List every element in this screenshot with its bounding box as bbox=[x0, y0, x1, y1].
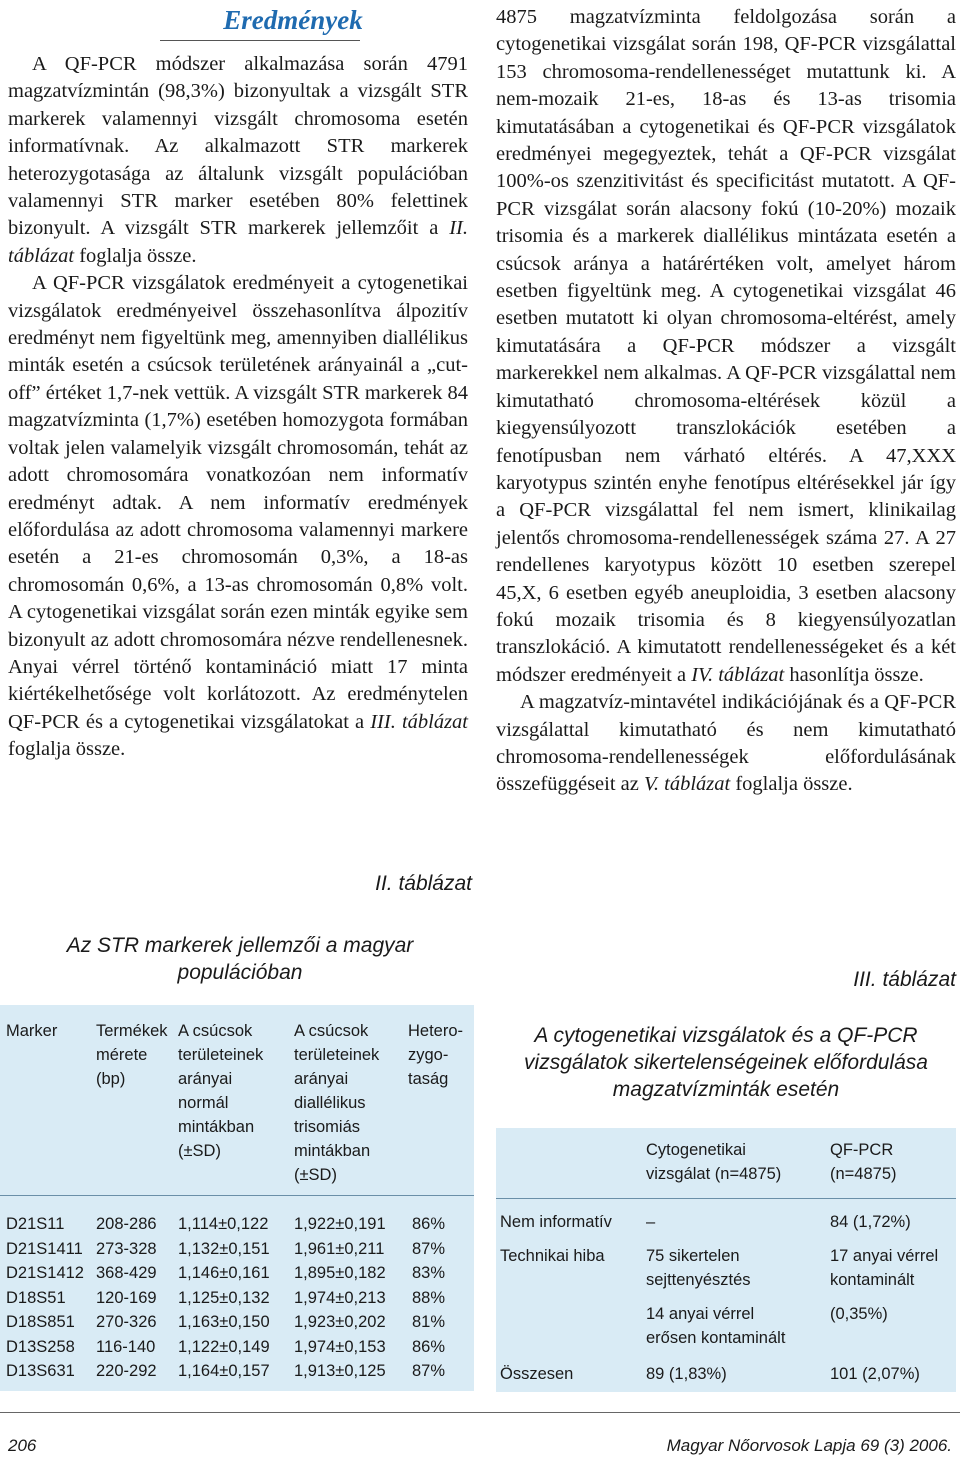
cell-marker: D21S11 bbox=[6, 1215, 65, 1233]
row-technical-qfpcr-a-line-2: kontaminált bbox=[830, 1271, 915, 1289]
row-technical-cyto-b-line-1: 14 anyai vérrel bbox=[646, 1305, 755, 1323]
header-heterozygosity: Heterozygotaság bbox=[408, 1022, 464, 1088]
table-row bbox=[0, 1264, 474, 1288]
row-noninformative-label: Nem informatív bbox=[500, 1213, 612, 1231]
cell-product-size: 208-286 bbox=[96, 1215, 157, 1233]
table-row bbox=[0, 1362, 474, 1386]
table-2-heading bbox=[8, 872, 472, 986]
right-paragraph-2-text: A magzatvíz-mintavétel indikációjának és a QF-PCR vizsgálattal kimutatható és nem kimutatható chromosoma-rendellenességek előfordulásának összefüggéseit az bbox=[496, 691, 956, 796]
cell-normal-ratio: 1,146±0,161 bbox=[178, 1264, 270, 1282]
row-technical-qfpcr-a-line-1: 17 anyai vérrel bbox=[830, 1247, 939, 1265]
table-row bbox=[0, 1338, 474, 1362]
table-5-reference: V. táblázat bbox=[644, 773, 731, 796]
cell-heterozygosity: 88% bbox=[412, 1288, 446, 1307]
row-technical-cyto-a-line-1: 75 sikertelen bbox=[646, 1247, 740, 1265]
header-normal-ratio: A csúcsok területeinek arányai normál mintákban (±SD) bbox=[178, 1022, 264, 1160]
row-technical-label: Technikai hiba bbox=[500, 1247, 605, 1265]
table-3-reference: III. táblázat bbox=[370, 710, 469, 733]
journal-citation: Magyar Nőorvosok Lapja 69 (3) 2006. bbox=[666, 1436, 952, 1455]
table-2-caption-line-2: populációban bbox=[177, 961, 303, 984]
table-2-str-markers bbox=[0, 1005, 474, 1391]
header-qfpcr-line-1: QF-PCR bbox=[830, 1141, 894, 1159]
right-paragraph-1-text: 4875 magzatvízminta feldolgozása során a cytogenetikai vizsgálat során 198, QF-PCR vizsgálattal 153 chromosoma-rendellenességet mutattunk ki. A nem-mozaik 21-es, 18-as és 13-as trisomia kimutatásában a cytogenetikai és QF-PCR vizsgálatok eredményei megegyeztek, tehát a QF-PCR vizsgálat 100%-os szenzitivitást és specificitást mutatott. A QF-PCR vizsgálat során alacsony fokú (10-20%) mozaik trisomia és a markerek diallélikus mintázata esetén a csúcsok aránya a határértéken volt, amelyet három esetben figyeltünk meg. A cytogenetikai vizsgálat 46 esetben mutatott ki olyan chromosoma-eltérést, amely kimutatására a QF-PCR módszer a vizsgált markerekkel nem alkalmas. A QF-PCR vizsgálattal nem kimutatható chromosoma-eltérések közül a kiegyensúlyozott transzlokációk esetében a fenotípusban nem várható eltérés. A 47,XXX karyotypus szintén enyhe fenotípus eltérésekkel jár így a QF-PCR vizsgálattal fel nem ismert, klinikailag jelentős chromosoma-rendellenességek száma 27. A 27 rendellenes karyotypus között 10 esetben szerepel 45,X, 6 esetben egyéb aneuploidia, 3 esetben alacsony fokú mozaik trisomia és 8 kiegyensúlyozatlan transzlokáció. A kimutatott rendellenességeket és a két módszer eredményeit a bbox=[496, 6, 956, 686]
cell-heterozygosity: 87% bbox=[412, 1362, 446, 1380]
cell-marker: D21S1412 bbox=[6, 1264, 84, 1282]
cell-product-size: 273-328 bbox=[96, 1239, 157, 1258]
table-row bbox=[0, 1313, 474, 1337]
header-qfpcr-line-2: (n=4875) bbox=[830, 1165, 897, 1183]
cell-marker: D13S258 bbox=[6, 1337, 75, 1356]
left-paragraph-1-text: A QF-PCR módszer alkalmazása során 4791 magzatvízmintán (98,3%) bizonyultak a vizsgált STR markerek valamennyi vizsgált chromosoma esetén informatívnak. Az alkalmazott STR markerek heterozygotasága az általunk vizsgált populációban valamennyi STR marker esetében 80% felettinek bizonyult. A vizsgált STR markerek jellemzőit a bbox=[8, 53, 468, 240]
row-total-qfpcr: 101 (2,07%) bbox=[830, 1365, 920, 1383]
cell-trisomy-ratio: 1,913±0,125 bbox=[294, 1362, 386, 1380]
table-3-failures bbox=[496, 1128, 956, 1392]
table-2-caption-line-1: Az STR markerek jellemzői a magyar bbox=[66, 934, 414, 957]
table-3-label: III. táblázat bbox=[853, 968, 956, 991]
row-noninformative-qfpcr: 84 (1,72%) bbox=[830, 1213, 911, 1231]
right-paragraph-1 bbox=[496, 4, 956, 689]
table-row bbox=[0, 1215, 474, 1239]
table-3-heading bbox=[496, 968, 956, 1103]
row-technical-cyto-b-line-2: erősen kontaminált bbox=[646, 1329, 786, 1347]
left-paragraph-1 bbox=[8, 51, 468, 270]
table-3-caption-line-2: vizsgálatok sikertelenségeinek előfordulása bbox=[524, 1051, 928, 1074]
table-4-reference: IV. táblázat bbox=[691, 663, 785, 686]
table-row bbox=[0, 1240, 474, 1264]
row-noninformative-cyto: – bbox=[646, 1213, 656, 1231]
title-divider bbox=[160, 40, 360, 41]
cell-trisomy-ratio: 1,974±0,213 bbox=[294, 1288, 386, 1307]
table-3-header-divider bbox=[496, 1198, 956, 1199]
cell-trisomy-ratio: 1,961±0,211 bbox=[294, 1239, 385, 1258]
left-column bbox=[8, 0, 472, 984]
row-technical-qfpcr-b: (0,35%) bbox=[830, 1305, 888, 1323]
right-paragraph-2 bbox=[496, 689, 956, 799]
footer-divider bbox=[0, 1412, 960, 1413]
cell-normal-ratio: 1,163±0,150 bbox=[178, 1313, 270, 1331]
row-total-label: Összesen bbox=[500, 1365, 574, 1383]
cell-product-size: 368-429 bbox=[96, 1264, 157, 1282]
cell-trisomy-ratio: 1,922±0,191 bbox=[294, 1215, 386, 1233]
left-paragraph-1-end: foglalja össze. bbox=[74, 244, 197, 267]
table-row bbox=[0, 1289, 474, 1313]
right-paragraph-2-end: foglalja össze. bbox=[730, 773, 853, 796]
cell-normal-ratio: 1,122±0,149 bbox=[178, 1337, 270, 1356]
cell-normal-ratio: 1,114±0,122 bbox=[178, 1215, 269, 1233]
cell-heterozygosity: 87% bbox=[412, 1239, 446, 1258]
left-paragraph-2-text: A QF-PCR vizsgálatok eredményeit a cytogenetikai vizsgálatok eredményeivel összehasonlítva álpozitív eredményt nem figyeltünk meg, amennyiben diallélikus minták esetén a csúcsok területének arányainál a „cut-off” értéket 1,7-nek vettük. A vizsgált STR markerek 84 magzatvízminta (1,7%) esetében homozygota formában voltak jelen valamelyik vizsgált chromosomán, tehát az adott chromosomára vonatkozóan nem informatív eredményt adtak. A nem informatív eredmények előfordulása az adott chromosoma valamennyi markere esetén a 21-es chromosomán 0,3%, a 18-as chromosomán 0,6%, a 13-as chromosomán 0,8% volt. A cytogenetikai vizsgálat során ezen minták egyike sem bizonyult az adott chromosomára nézve rendellenesnek. Anyai vérrel történő kontamináció miatt 17 minta kiértékelhetősége volt korlátozott. Az eredménytelen QF-PCR és a cytogenetikai vizsgálatokat a bbox=[8, 272, 468, 733]
table-2-header bbox=[0, 1005, 474, 1196]
header-cytogenetic-line-1: Cytogenetikai bbox=[646, 1141, 746, 1159]
cell-product-size: 116-140 bbox=[96, 1337, 156, 1356]
row-total-cyto: 89 (1,83%) bbox=[646, 1365, 727, 1383]
right-paragraph-1-end: hasonlítja össze. bbox=[784, 663, 924, 686]
cell-product-size: 270-326 bbox=[96, 1313, 157, 1331]
cell-heterozygosity: 83% bbox=[412, 1264, 446, 1282]
section-title: Eredmények bbox=[223, 5, 363, 35]
header-marker: Marker bbox=[6, 1022, 58, 1040]
cell-trisomy-ratio: 1,895±0,182 bbox=[294, 1264, 386, 1282]
cell-marker: D18S51 bbox=[6, 1288, 66, 1307]
table-3-caption-line-1: A cytogenetikai vizsgálatok és a QF-PCR bbox=[534, 1024, 918, 1047]
left-paragraph-2 bbox=[8, 270, 468, 763]
table-3-caption-line-3: magzatvízminták esetén bbox=[612, 1078, 840, 1101]
right-column bbox=[496, 0, 956, 1101]
cell-normal-ratio: 1,132±0,151 bbox=[178, 1239, 270, 1258]
cell-normal-ratio: 1,125±0,132 bbox=[178, 1288, 270, 1307]
page-number: 206 bbox=[8, 1436, 37, 1455]
cell-product-size: 120-169 bbox=[96, 1288, 157, 1307]
cell-trisomy-ratio: 1,974±0,153 bbox=[294, 1337, 386, 1356]
cell-marker: D18S851 bbox=[6, 1313, 75, 1331]
table-2-reference: II. táblázat bbox=[8, 217, 468, 267]
cell-marker: D21S1411 bbox=[6, 1239, 83, 1258]
cell-heterozygosity: 86% bbox=[412, 1215, 446, 1233]
left-paragraph-2-end: foglalja össze. bbox=[8, 738, 126, 761]
cell-heterozygosity: 81% bbox=[412, 1313, 446, 1331]
row-technical-cyto-a-line-2: sejttenyésztés bbox=[646, 1271, 751, 1289]
cell-marker: D13S631 bbox=[6, 1362, 75, 1380]
header-cytogenetic-line-2: vizsgálat (n=4875) bbox=[646, 1165, 782, 1183]
table-2-label: II. táblázat bbox=[375, 872, 472, 895]
header-trisomy-ratio: A csúcsok területeinek arányai diallélikus trisomiás mintákban (±SD) bbox=[294, 1022, 380, 1184]
cell-normal-ratio: 1,164±0,157 bbox=[178, 1362, 270, 1380]
header-product-size: Termékek mérete (bp) bbox=[96, 1022, 168, 1088]
cell-trisomy-ratio: 1,923±0,202 bbox=[294, 1313, 386, 1331]
cell-product-size: 220-292 bbox=[96, 1362, 157, 1380]
cell-heterozygosity: 86% bbox=[412, 1337, 446, 1356]
